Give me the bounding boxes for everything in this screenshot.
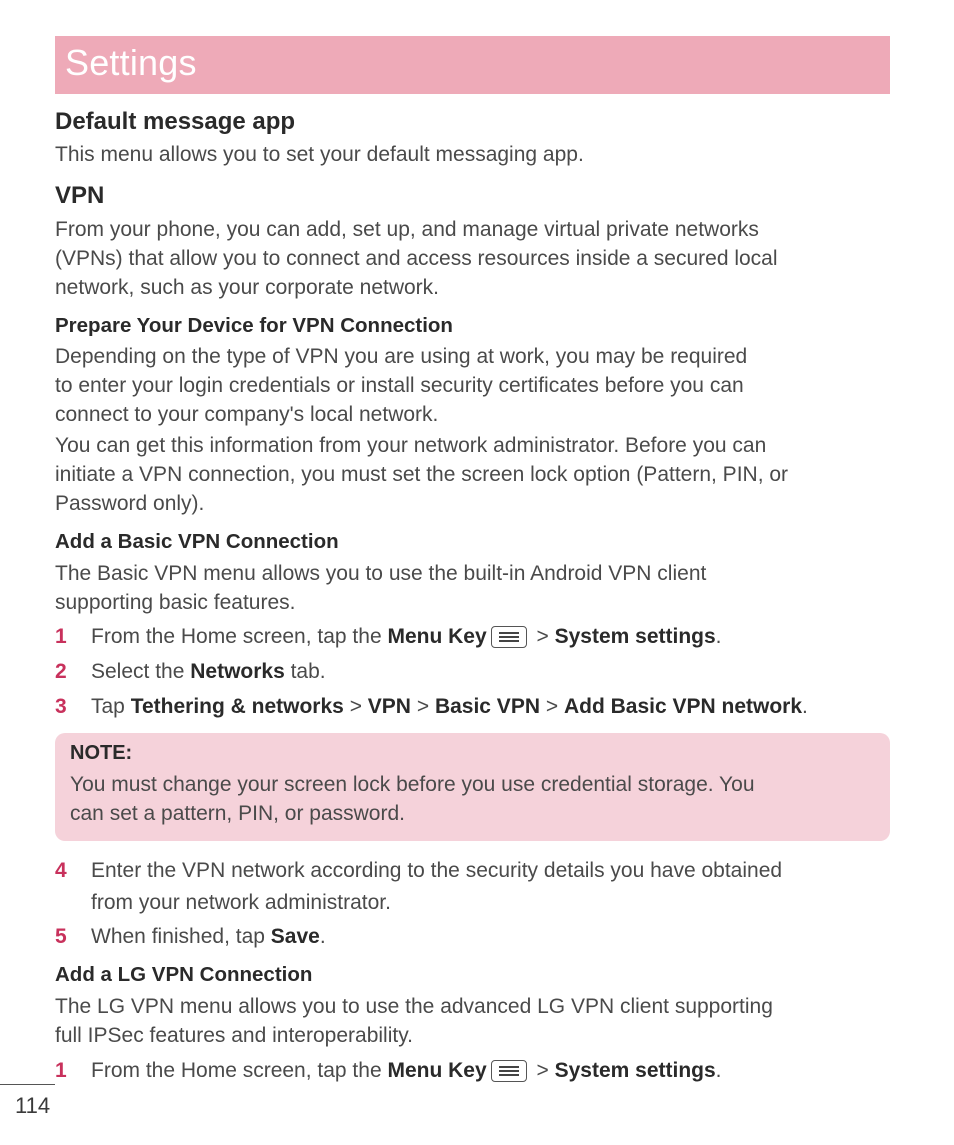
step-text-plain: When finished, tap bbox=[91, 925, 271, 948]
step-2-text bbox=[91, 660, 326, 684]
vpn-line: From your phone, you can add, set up, and manage virtual private networks bbox=[55, 218, 759, 241]
separator: > bbox=[545, 695, 559, 718]
lg-step-1-text bbox=[91, 1059, 722, 1083]
basic-vpn-line: supporting basic features. bbox=[55, 591, 296, 614]
step-4-line: Enter the VPN network according to the security details you have obtained bbox=[91, 859, 783, 882]
vpn-line: (VPNs) that allow you to connect and access resources inside a secured local bbox=[55, 247, 778, 270]
period: . bbox=[802, 695, 808, 718]
separator: > bbox=[536, 1059, 549, 1082]
separator: > bbox=[416, 695, 430, 718]
basic-vpn-heading: Add a Basic VPN Connection bbox=[55, 530, 339, 553]
step-text-plain: From the Home screen, tap the bbox=[91, 625, 388, 648]
step-text-plain: tab. bbox=[284, 660, 326, 683]
step-3-text bbox=[91, 695, 808, 719]
system-settings-label: System settings bbox=[554, 625, 716, 648]
prepare-line: Depending on the type of VPN you are using at work, you may be required bbox=[55, 345, 748, 368]
step-1-text bbox=[91, 625, 722, 649]
note-label: NOTE: bbox=[70, 742, 133, 764]
vpn-label: VPN bbox=[367, 695, 411, 718]
separator: > bbox=[349, 695, 362, 718]
step-4-line: from your network administrator. bbox=[91, 891, 391, 914]
note-box bbox=[55, 733, 890, 841]
separator: > bbox=[536, 625, 549, 648]
prepare-line: to enter your login credentials or install security certificates before you can bbox=[55, 374, 744, 397]
step-text-plain: Tap bbox=[91, 695, 131, 718]
basic-vpn-line: The Basic VPN menu allows you to use the built-in Android VPN client bbox=[55, 562, 707, 585]
note-line: You must change your screen lock before you use credential storage. You bbox=[70, 773, 755, 796]
default-message-body: This menu allows you to set your default messaging app. bbox=[55, 143, 584, 166]
note-line: can set a pattern, PIN, or password. bbox=[70, 802, 405, 825]
basic-vpn-label: Basic VPN bbox=[434, 695, 540, 718]
lg-vpn-line: full IPSec features and interoperability. bbox=[55, 1024, 413, 1047]
tethering-label: Tethering & networks bbox=[130, 695, 344, 718]
menu-key-label: Menu Key bbox=[387, 1059, 487, 1082]
step-number: 1 bbox=[55, 1059, 67, 1082]
prepare-line: initiate a VPN connection, you must set the screen lock option (Pattern, PIN, or bbox=[55, 463, 789, 486]
step-number: 2 bbox=[55, 660, 67, 683]
lg-vpn-heading: Add a LG VPN Connection bbox=[55, 963, 313, 986]
prepare-line: You can get this information from your network administrator. Before you can bbox=[55, 434, 767, 457]
networks-label: Networks bbox=[190, 660, 285, 683]
system-settings-label: System settings bbox=[554, 1059, 716, 1082]
vpn-heading: VPN bbox=[55, 182, 105, 209]
period: . bbox=[319, 925, 326, 948]
period: . bbox=[715, 1059, 722, 1082]
save-label: Save bbox=[270, 925, 320, 948]
step-number: 4 bbox=[55, 859, 67, 882]
page-number: 114 bbox=[15, 1093, 51, 1118]
menu-key-icon bbox=[491, 1060, 527, 1082]
lg-vpn-line: The LG VPN menu allows you to use the advanced LG VPN client supporting bbox=[55, 995, 773, 1018]
page-title: Settings bbox=[65, 42, 197, 83]
header-bar bbox=[55, 36, 890, 94]
step-number: 1 bbox=[55, 625, 67, 648]
step-number: 5 bbox=[55, 925, 67, 948]
step-number: 3 bbox=[55, 695, 67, 718]
menu-key-label: Menu Key bbox=[387, 625, 487, 648]
step-text-plain: From the Home screen, tap the bbox=[91, 1059, 388, 1082]
period: . bbox=[715, 625, 722, 648]
prepare-heading: Prepare Your Device for VPN Connection bbox=[55, 314, 453, 337]
vpn-line: network, such as your corporate network. bbox=[55, 276, 440, 299]
footer-divider bbox=[0, 1084, 55, 1085]
add-basic-vpn-network-label: Add Basic VPN network bbox=[563, 695, 803, 718]
default-message-heading: Default message app bbox=[55, 108, 296, 135]
menu-key-icon bbox=[491, 626, 527, 648]
step-text-plain: Select the bbox=[91, 660, 191, 683]
prepare-line: Password only). bbox=[55, 492, 205, 515]
step-5-text bbox=[91, 925, 326, 949]
prepare-line: connect to your company's local network. bbox=[55, 403, 439, 426]
